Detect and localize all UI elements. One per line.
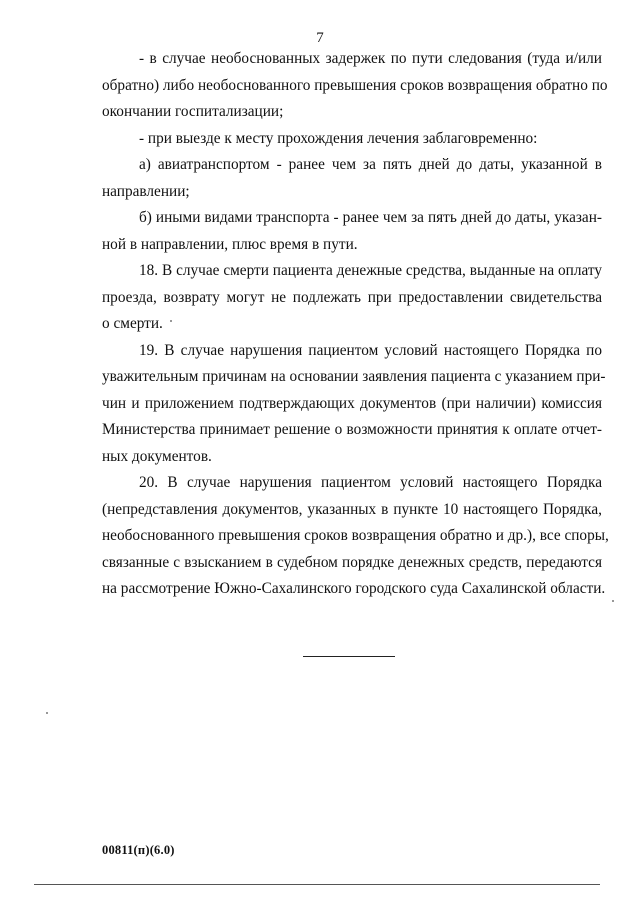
text-line: (непредставления документов, указанных в пункте 10 настоящего Порядка, (102, 500, 602, 518)
text-line: связанные с взысканием в судебном порядке денежных средств, передаются (102, 553, 602, 571)
text-line: направлении; (102, 182, 190, 200)
document-code: 00811(п)(6.0) (102, 843, 175, 857)
text-line: на рассмотрение Южно-Сахалинского городского суда Сахалинской области. (102, 580, 606, 597)
text-line: ной в направлении, плюс время в пути. (102, 235, 358, 253)
text-line: о смерти. (102, 315, 163, 332)
page-number: 7 (316, 30, 324, 46)
text-line: окончании госпитализации; (102, 103, 284, 120)
text-line: - в случае необоснованных задержек по пути следования (туда и/или (139, 50, 602, 67)
text-line: а) авиатранспортом - ранее чем за пять дней до даты, указанной в (139, 156, 602, 173)
text-line: уважительным причинам на основании заявления пациента с указанием при- (102, 368, 606, 385)
text-line: 18. В случае смерти пациента денежные средства, выданные на оплату (139, 262, 602, 279)
scan-speck (170, 320, 172, 322)
footer-rule (34, 884, 600, 885)
text-line: 20. В случае нарушения пациентом условий настоящего Порядка (139, 474, 602, 491)
text-line: чин и приложением подтверждающих документов (при наличии) комиссия (102, 394, 602, 412)
text-line: проезда, возврату могут не подлежать при предоставлении свидетельства (102, 288, 602, 306)
scan-speck (612, 600, 614, 602)
text-line: Министерства принимает решение о возможности принятия к оплате отчет- (102, 421, 602, 438)
text-line: б) иными видами транспорта - ранее чем за пять дней до даты, указан- (139, 209, 602, 226)
document-body (102, 46, 609, 603)
text-line: 19. В случае нарушения пациентом условий настоящего Порядка по (139, 341, 602, 359)
text-line: ных документов. (102, 447, 212, 465)
text-line: обратно) либо необоснованного превышения сроков возвращения обратно по (102, 76, 608, 94)
scan-speck (46, 712, 48, 714)
end-separator-line (303, 656, 395, 657)
text-line: необоснованного превышения сроков возвращения обратно и др.), все споры, (102, 527, 609, 544)
text-line: - при выезде к месту прохождения лечения заблаговременно: (139, 129, 538, 147)
